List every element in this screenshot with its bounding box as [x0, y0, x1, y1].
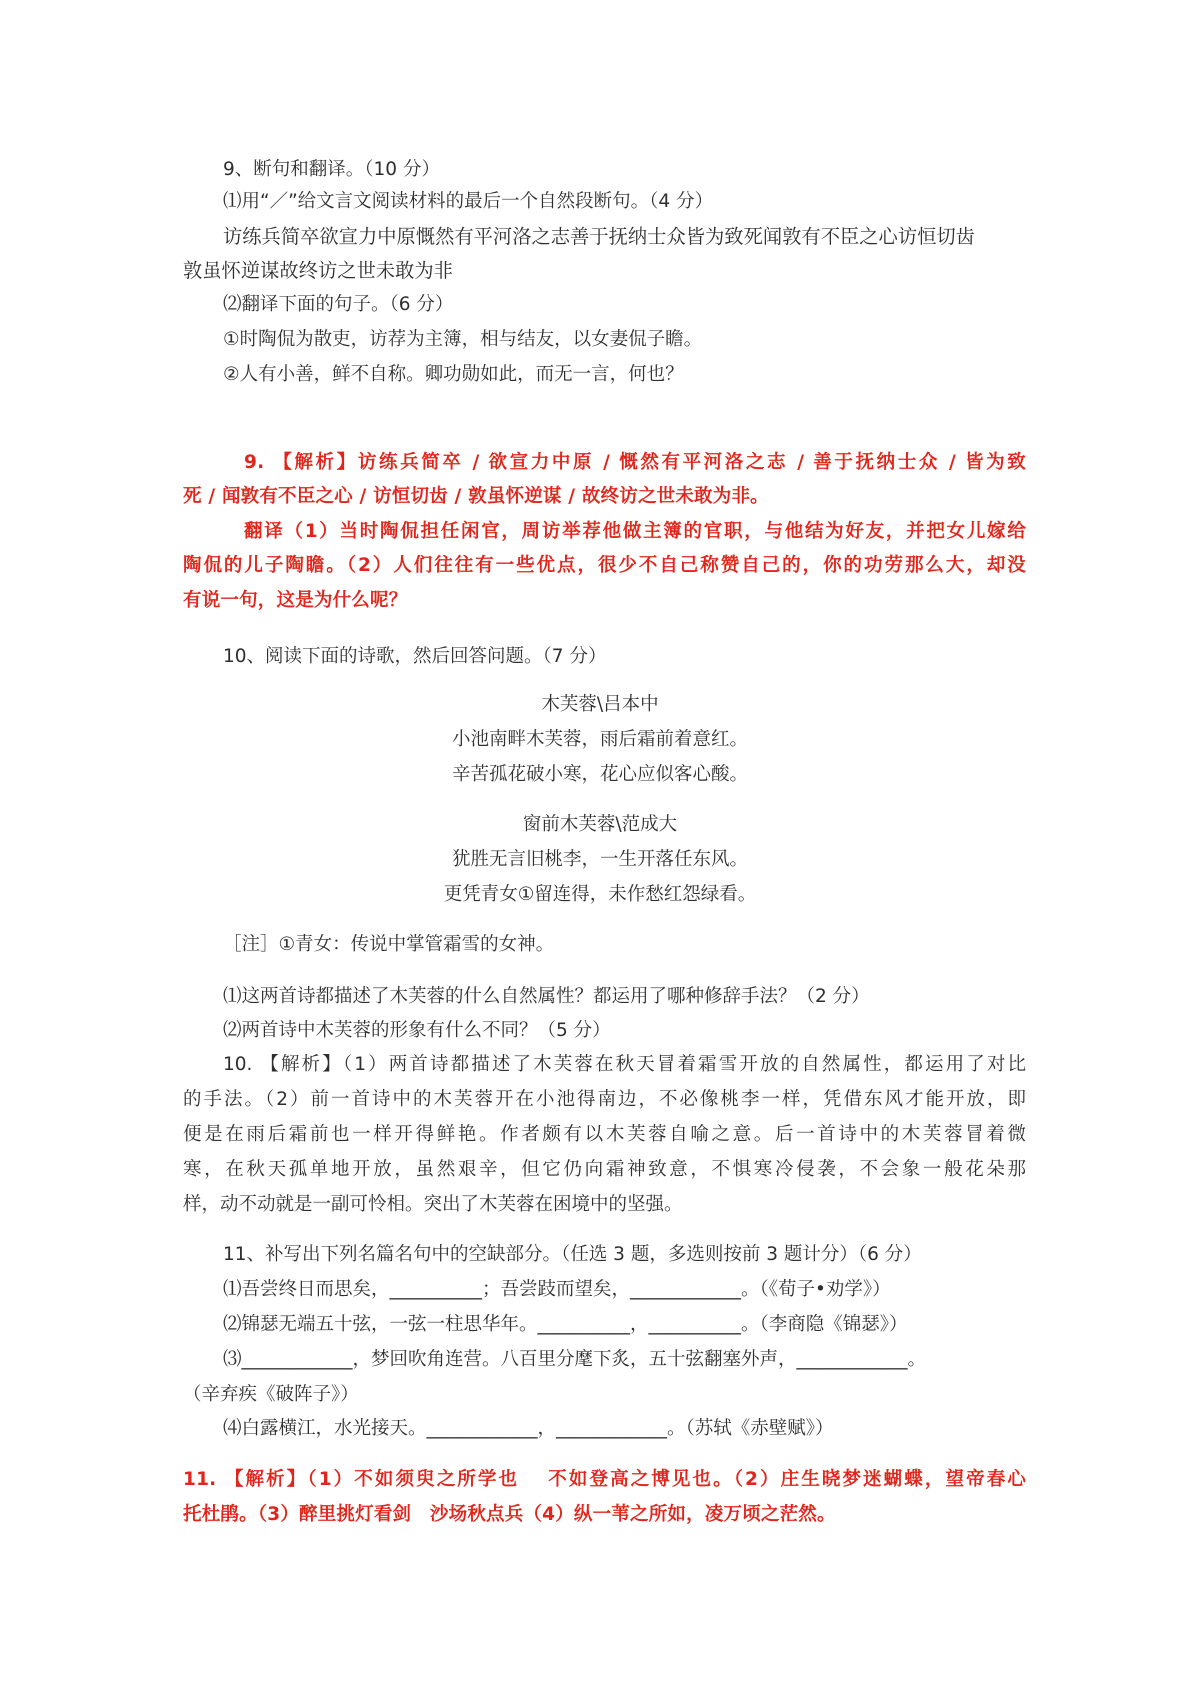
q9-sentence2: ②人有小善，鲜不自称。卿功勋如此，而无一言，何也？ — [223, 364, 684, 385]
answer10-line3: 便是在雨后霜前也一样开得鲜艳。作者颇有以木芙蓉自喻之意。后一首诗中的木芙蓉冒着微 — [183, 1124, 1026, 1145]
poem2-line1: 犹胜无言旧桃李，一生开落任东风。 — [451, 849, 748, 870]
q9-part2: ⑵翻译下面的句子。（6 分） — [223, 294, 454, 315]
q9-title: 9、断句和翻译。（10 分） — [223, 159, 440, 180]
answer10-line1: 10. 【解析】（1）两首诗都描述了木芙蓉在秋天冒着霜雪开放的自然属性，都运用了对比 — [223, 1054, 1026, 1075]
q11-item4: ⑷白露横江，水光接天。____________，____________。（苏轼《赤壁赋》） — [223, 1418, 834, 1439]
q11-item3-line2: （辛弃疾《破阵子》） — [183, 1384, 359, 1405]
answer10-line5: 样，动不动就是一副可怜相。突出了木芙蓉在困境中的坚强。 — [183, 1194, 683, 1215]
poem1-title: 木芙蓉\吕本中 — [541, 694, 659, 715]
answer9-line4: 陶侃的儿子陶瞻。（2）人们往往有一些优点，很少不自己称赞自己的，你的功劳那么大，却没 — [183, 555, 1026, 576]
q10-title: 10、阅读下面的诗歌，然后回答问题。（7 分） — [223, 646, 607, 667]
answer11-line1: 11. 【解析】（1）不如须臾之所学也 不如登高之博见也。（2）庄生晓梦迷蝴蝶，望帝春心 — [183, 1469, 1026, 1490]
q9-passage-line1: 访练兵简卒欲宣力中原慨然有平河洛之志善于抚纳士众皆为致死闻敦有不臣之心访恒切齿 — [223, 225, 975, 248]
q11-item3-line1: ⑶____________，梦回吹角连营。八百里分麾下炙，五十弦翻塞外声，____________。 — [223, 1349, 927, 1370]
q11-item1: ⑴吾尝终日而思矣，__________；吾尝跂而望矣，____________。（《荀子•劝学》） — [223, 1279, 891, 1300]
q9-sentence1: ①时陶侃为散吏，访荐为主簿，相与结友，以女妻侃子瞻。 — [223, 329, 703, 350]
answer9-line2: 死 / 闻敦有不臣之心 / 访恒切齿 / 敦虽怀逆谋 / 故终访之世未敢为非。 — [183, 486, 769, 507]
q9-part1: ⑴用“／”给文言文阅读材料的最后一个自然段断句。（4 分） — [223, 191, 714, 212]
answer9-line3: 翻译（1）当时陶侃担任闲官，周访举荐他做主簿的官职，与他结为好友，并把女儿嫁给 — [244, 521, 1026, 542]
answer9-line1: 9. 【解析】访练兵简卒 / 欲宣力中原 / 慨然有平河洛之志 / 善于抚纳士众 / 皆为致 — [244, 452, 1026, 473]
q9-passage-line2: 敦虽怀逆谋故终访之世未敢为非 — [183, 259, 453, 282]
q10-sub1: ⑴这两首诗都描述了木芙蓉的什么自然属性？都运用了哪种修辞手法？（2 分） — [223, 986, 870, 1007]
poem2-line2: 更凭青女①留连得，未作愁红怨绿看。 — [443, 884, 757, 905]
answer11-line2: 托杜鹃。（3）醉里挑灯看剑 沙场秋点兵（4）纵一苇之所如，凌万顷之茫然。 — [183, 1504, 836, 1525]
answer10-line2: 的手法。（2）前一首诗中的木芙蓉开在小池得南边，不必像桃李一样，凭借东风才能开放，即 — [183, 1089, 1026, 1110]
answer9-line5: 有说一句，这是为什么呢？ — [183, 590, 408, 611]
answer10-line4: 寒，在秋天孤单地开放，虽然艰辛，但它仍向霜神致意，不惧寒冷侵袭，不会象一般花朵那 — [183, 1159, 1026, 1180]
q11-title: 11、补写出下列名篇名句中的空缺部分。（任选 3 题，多选则按前 3 题计分）（6 分） — [223, 1244, 922, 1265]
q10-sub2: ⑵两首诗中木芙蓉的形象有什么不同？（5 分） — [223, 1020, 611, 1041]
poem1-line2: 辛苦孤花破小寒，花心应似客心酸。 — [451, 764, 748, 785]
poem1-line1: 小池南畔木芙蓉，雨后霜前着意红。 — [451, 729, 748, 750]
poem-note: ［注］①青女：传说中掌管霜雪的女神。 — [223, 934, 555, 955]
q11-item2: ⑵锦瑟无端五十弦，一弦一柱思华年。__________，__________。（李商隐《锦瑟》） — [223, 1314, 908, 1335]
poem2-title: 窗前木芙蓉\范成大 — [522, 814, 678, 835]
